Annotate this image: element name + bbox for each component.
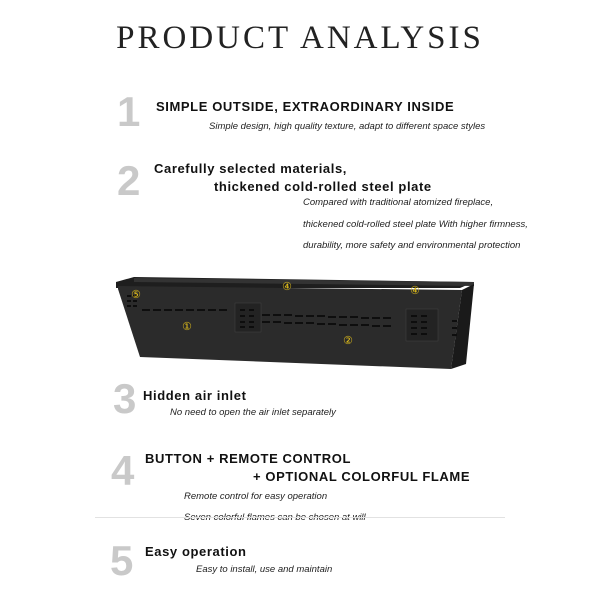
feature-2-detail-1: Compared with traditional atomized fireplace, <box>303 197 494 208</box>
feature-1-heading: SIMPLE OUTSIDE, EXTRAORDINARY INSIDE <box>156 99 455 114</box>
feature-5-number: 5 <box>110 537 134 584</box>
feature-4-number: 4 <box>111 447 135 494</box>
feature-3-heading: Hidden air inlet <box>143 388 247 403</box>
right-vent-panel <box>406 309 438 341</box>
feature-5-heading: Easy operation <box>145 544 247 559</box>
feature-1-number: 1 <box>117 88 141 135</box>
marker-4-right: ④ <box>410 284 420 297</box>
feature-4-heading-line-2: + OPTIONAL COLORFUL FLAME <box>253 469 471 484</box>
feature-2-heading-line-2: thickened cold-rolled steel plate <box>214 179 432 194</box>
feature-4-heading-line-1: BUTTON + REMOTE CONTROL <box>145 451 352 466</box>
feature-4-detail-1: Remote control for easy operation <box>184 491 328 502</box>
marker-1: ① <box>182 320 192 333</box>
feature-3-number: 3 <box>113 375 137 422</box>
divider-line <box>95 517 505 518</box>
page-title: PRODUCT ANALYSIS <box>116 20 484 56</box>
feature-2-heading-line-1: Carefully selected materials, <box>154 161 347 176</box>
feature-2-number: 2 <box>117 157 141 204</box>
feature-5-detail: Easy to install, use and maintain <box>196 564 333 575</box>
feature-2-detail-3: durability, more safety and environmental protection <box>303 240 521 251</box>
center-vent-panel <box>235 303 261 332</box>
marker-4-top: ④ <box>282 280 292 293</box>
marker-5: ⑤ <box>131 288 141 301</box>
feature-1-detail: Simple design, high quality texture, adapt to different space styles <box>209 121 486 132</box>
marker-2: ② <box>343 334 353 347</box>
feature-3-detail: No need to open the air inlet separately <box>170 407 336 418</box>
feature-2-detail-2: thickened cold-rolled steel plate With higher firmness, <box>303 219 528 230</box>
